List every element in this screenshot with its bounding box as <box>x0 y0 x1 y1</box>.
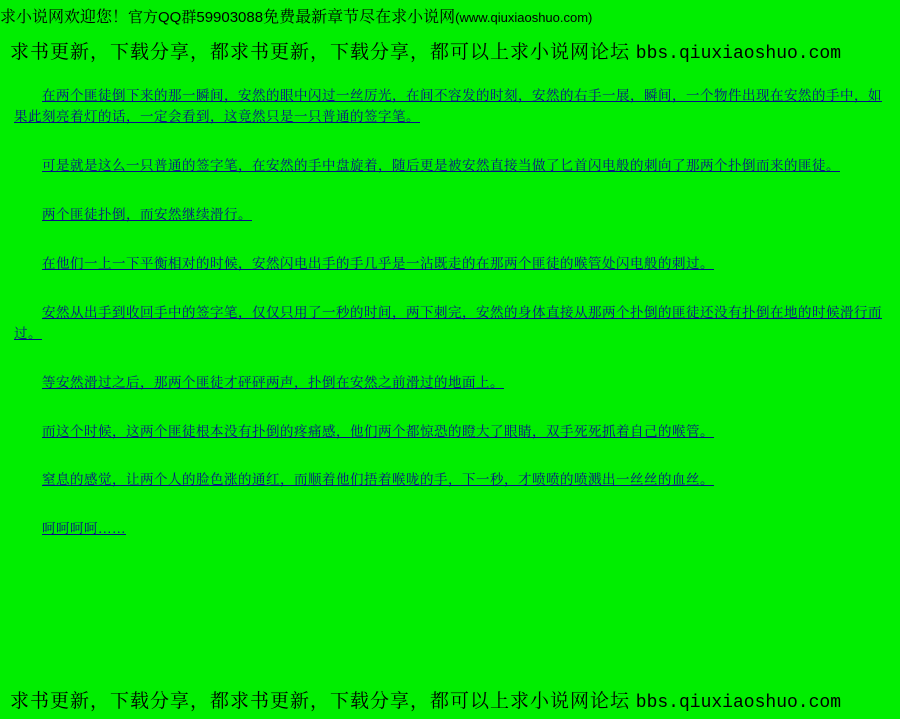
paragraph: 等安然滑过之后，那两个匪徒才砰砰两声，扑倒在安然之前滑过的地面上。 <box>42 374 504 390</box>
site-header-banner <box>0 0 900 27</box>
welcome-text: 求小说网欢迎您！ <box>0 9 129 26</box>
paragraph: 窒息的感觉，让两个人的脸色涨的通红，而顺着他们捂着喉咙的手，下一秒，才喷喷的喷溅出一丝丝的血丝。 <box>42 472 714 488</box>
bottom-promo-url[interactable]: bbs.qiuxiaoshuo.com <box>635 693 841 713</box>
paragraph: 在他们一上一下平衡相对的时候，安然闪电出手的手几乎是一沾既走的在那两个匪徒的喉管处闪电般的刺过。 <box>42 255 714 271</box>
paragraph: 可是就是这么一只普通的签字笔，在安然的手中盘旋着，随后更是被安然直接当做了匕首闪电般的刺向了那两个扑倒而来的匪徒。 <box>42 158 840 174</box>
bottom-promo-line <box>0 686 900 713</box>
paragraph: 呵呵呵呵…… <box>42 521 126 537</box>
qq-group-text: 官方QQ群59903088 <box>128 9 264 26</box>
top-promo-text: 求书更新，下载分享，都求书更新，下载分享，都可以上求小说网论坛 <box>10 42 631 64</box>
site-url-text: (www.qiuxiaoshuo.com) <box>455 10 593 25</box>
paragraph: 安然从出手到收回手中的签字笔，仅仅只用了一秒的时间，两下刺完，安然的身体直接从那两个扑倒的匪徒还没有扑倒在地的时候滑行而过。 <box>14 304 882 341</box>
chapter-body <box>0 64 900 540</box>
paragraph: 而这个时候，这两个匪徒根本没有扑倒的疼痛感，他们两个都惊恐的瞪大了眼睛，双手死死抓着自己的喉管。 <box>42 423 714 439</box>
tagline-text: 免费最新章节尽在求小说网 <box>263 9 456 26</box>
paragraph: 两个匪徒扑倒，而安然继续滑行。 <box>42 206 252 222</box>
paragraph: 在两个匪徒倒下来的那一瞬间，安然的眼中闪过一丝厉光，在间不容发的时刻，安然的右手一展，瞬间，一个物件出现在安然的手中，如果此刻亮着灯的话，一定会看到，这竟然只是一只普通的签字笔。 <box>14 88 882 125</box>
bottom-promo-text: 求书更新，下载分享，都求书更新，下载分享，都可以上求小说网论坛 <box>10 691 631 712</box>
top-promo-line <box>0 27 900 64</box>
top-promo-url[interactable]: bbs.qiuxiaoshuo.com <box>635 44 841 65</box>
